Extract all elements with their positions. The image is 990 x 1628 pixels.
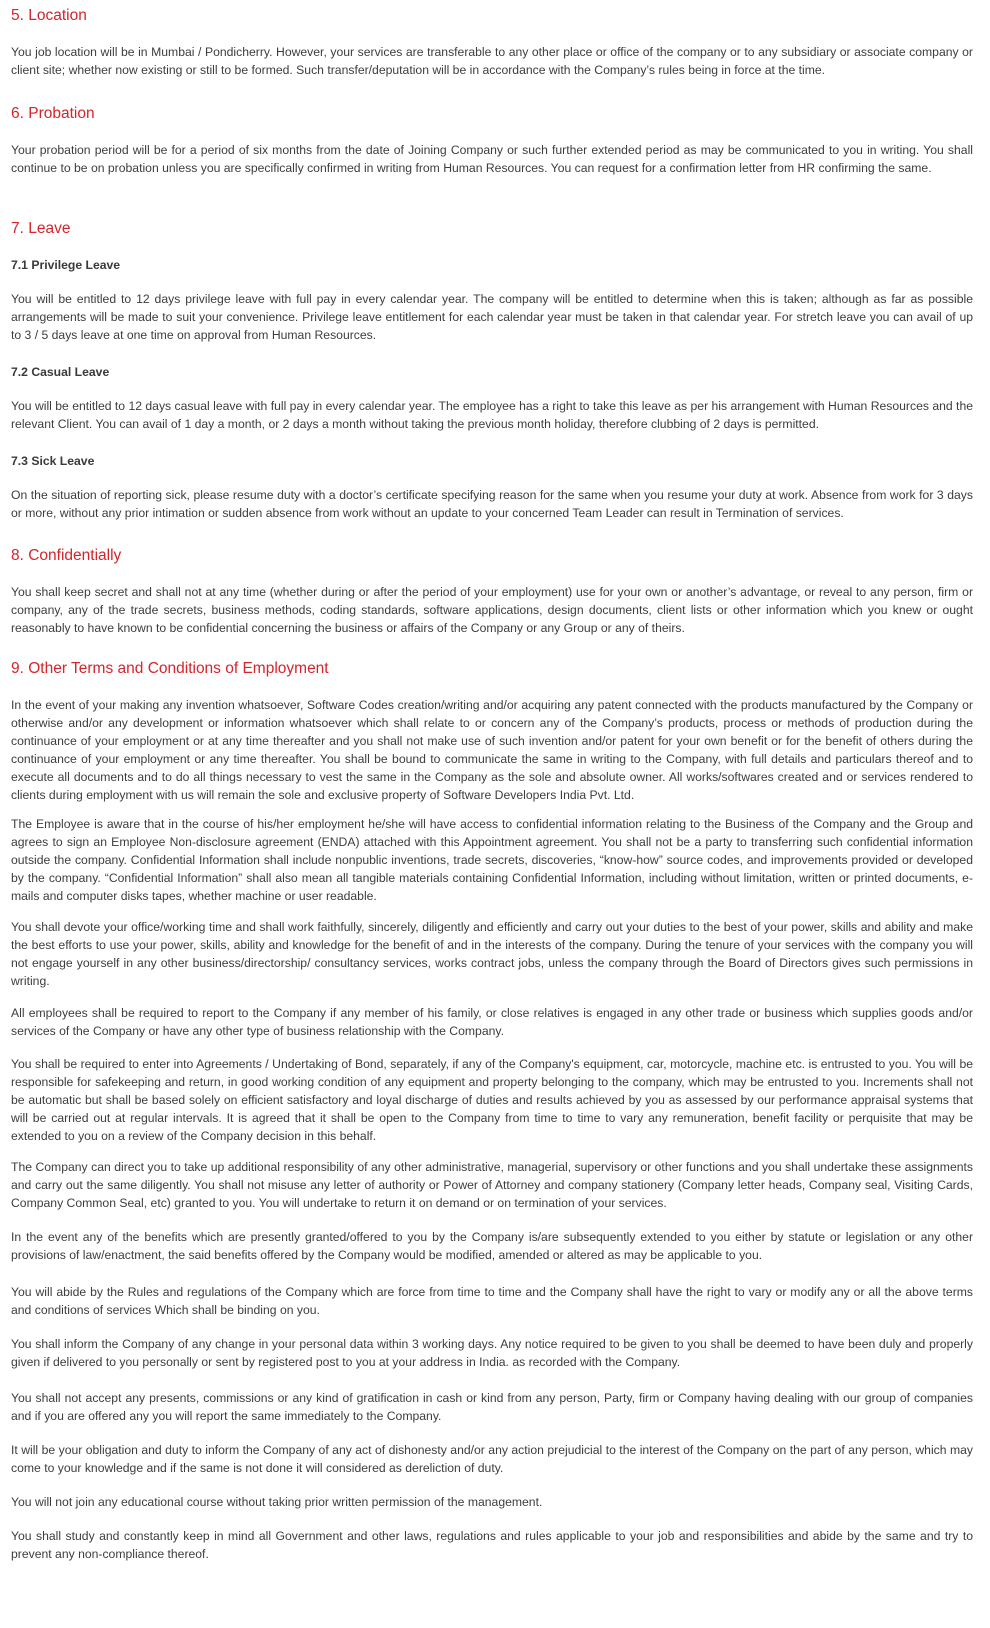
terms-paragraph: You shall not accept any presents, commissions or any kind of gratification in cash or kind from any person, Party, firm or Company having dealing with our group of companies and if you are offered any you will report the same immediately to the Company.	[11, 1391, 973, 1423]
location-paragraph: You job location will be in Mumbai / Pondicherry. However, your services are transferable to any other place or office of the company or to any subsidiary or associate company or client site; whether now existing or still to be formed. Such transfer/deputation will be in accordance with the Company’s rules being in force at the time.	[11, 45, 973, 77]
privilege-leave-title: 7.1 Privilege Leave	[11, 258, 121, 272]
casual-leave-title: 7.2 Casual Leave	[11, 365, 110, 379]
terms-paragraph: You shall study and constantly keep in mind all Government and other laws, regulations and rules applicable to your job and responsibilities and abide by the same and try to prevent any non-compliance thereof.	[11, 1529, 973, 1561]
terms-paragraph: In the event of your making any invention whatsoever, Software Codes creation/writing and/or acquiring any patent connected with the products manufactured by the Company or otherwise and/or any development or information whatsoever which shall relate to or concern any of the Company’s products, process or methods of production during the continuance of your employment or at any time thereafter and you shall not make use of such invention and/or patent for your own benefit or for the benefit of others during the continuance of your employment or any time thereafter. You shall be bound to communicate the same in writing to the Company, with full details and particulars thereof and to execute all documents and to do all things necessary to vest the same in the Company as the sole and absolute owner. All works/softwares created and or services rendered to clients during employment with us will remain the sole and exclusive property of Software Developers India Pvt. Ltd.	[11, 698, 973, 802]
terms-paragraph: The Company can direct you to take up additional responsibility of any other administrative, managerial, supervisory or other functions and you shall undertake these assignments and carry out the same diligently. You shall not misuse any letter of authority or Power of Attorney and company stationery (Company letter heads, Company seal, Visiting Cards, Company Common Seal, etc) granted to you. You will undertake to return it on demand or on termination of your services.	[11, 1160, 973, 1210]
sick-leave-title: 7.3 Sick Leave	[11, 454, 95, 468]
terms-paragraph: All employees shall be required to report to the Company if any member of his family, or close relatives is engaged in any other trade or business which supplies goods and/or services of the Company or have any other type of business relationship with the Company.	[11, 1006, 973, 1038]
section-heading-other-terms: 9. Other Terms and Conditions of Employment	[11, 660, 329, 677]
probation-paragraph: Your probation period will be for a period of six months from the date of Joining Company or such further extended period as may be communicated to you in writing. You shall continue to be on probation unless you are specifically confirmed in writing from Human Resources. You can request for a confirmation letter from HR confirming the same.	[11, 143, 973, 175]
terms-paragraph: It will be your obligation and duty to inform the Company of any act of dishonesty and/or any action prejudicial to the interest of the Company on the part of any person, which may come to your knowledge and if the same is not done it will considered as dereliction of duty.	[11, 1443, 973, 1475]
section-heading-location: 5. Location	[11, 7, 87, 24]
terms-paragraph: The Employee is aware that in the course of his/her employment he/she will have access to confidential information relating to the Business of the Company and the Group and agrees to sign an Employee Non-disclosure agreement (ENDA) attached with this Appointment agreement. You shall not be a party to transferring such confidential information outside the company. Confidential Information shall include nonpublic inventions, trade secrets, discoveries, “know-how” source codes, and improvements provided or developed by the company. “Confidential Information” shall also mean all tangible materials containing Confidential Information, including without limitation, written or printed documents, e-mails and computer disks tapes, whether machine or user readable.	[11, 817, 973, 903]
casual-leave-paragraph: You will be entitled to 12 days casual leave with full pay in every calendar year. The employee has a right to take this leave as per his arrangement with Human Resources and the relevant Client. You can avail of 1 day a month, or 2 days a month without taking the previous month holiday, therefore clubbing of 2 days is permitted.	[11, 399, 974, 431]
terms-paragraph: In the event any of the benefits which are presently granted/offered to you by the Company is/are subsequently extended to you either by statute or legislation or any other provisions of law/enactment, the said benefits offered by the Company would be modified, amended or altered as may be applicable to you.	[11, 1230, 973, 1262]
confidentially-paragraph: You shall keep secret and shall not at any time (whether during or after the period of your employment) use for your own or another’s advantage, or reveal to any person, firm or company, any of the trade secrets, business methods, coding standards, software applications, design documents, client lists or other information which you knew or ought reasonably to have known to be confidential concerning the business or affairs of the Company or any Group or any of theirs.	[11, 585, 973, 635]
sick-leave-paragraph: On the situation of reporting sick, please resume duty with a doctor’s certificate specifying reason for the same when you resume your duty at work. Absence from work for 3 days or more, without any prior intimation or sudden absence from work without an update to your concerned Team Leader can result in Termination of services.	[11, 488, 973, 520]
section-heading-probation: 6. Probation	[11, 105, 95, 122]
section-heading-leave: 7. Leave	[11, 220, 71, 237]
terms-paragraph: You shall be required to enter into Agreements / Undertaking of Bond, separately, if any of the Company's equipment, car, motorcycle, machine etc. is entrusted to you. You will be responsible for safekeeping and return, in good working condition of any equipment and property belonging to the company, which may be entrusted to you. Increments shall not be automatic but shall be based solely on efficient satisfactory and loyal discharge of duties and results achieved by you as assessed by our performance appraisal systems that will be carried out at regular intervals. It is agreed that it shall be open to the Company from time to time to vary any remuneration, benefit facility or perquisite that may be extended to you on a review of the Company decision in this behalf.	[11, 1057, 973, 1143]
terms-paragraph: You shall devote your office/working time and shall work faithfully, sincerely, diligently and efficiently and carry out your duties to the best of your power, skills and ability and make the best efforts to use your power, skills, ability and knowledge for the benefit of and in the interests of the company. During the tenure of your services with the company you will not engage yourself in any other business/directorship/ consultancy services, works contract jobs, unless the company through the Board of Directors gives such permissions in writing.	[11, 920, 973, 988]
terms-paragraph: You shall inform the Company of any change in your personal data within 3 working days. Any notice required to be given to you shall be deemed to have been duly and properly given if delivered to you personally or sent by registered post to you at your address in India. as recorded with the Company.	[11, 1337, 973, 1369]
terms-paragraph: You will abide by the Rules and regulations of the Company which are force from time to time and the Company shall have the right to vary or modify any or all the above terms and conditions of services Which shall be binding on you.	[11, 1285, 973, 1317]
terms-paragraph: You will not join any educational course without taking prior written permission of the management.	[11, 1495, 543, 1509]
section-heading-confidentially: 8. Confidentially	[11, 547, 122, 564]
privilege-leave-paragraph: You will be entitled to 12 days privilege leave with full pay in every calendar year. The company will be entitled to determine when this is taken; although as far as possible arrangements will be made to suit your convenience. Privilege leave entitlement for each calendar year must be taken in that calendar year. For stretch leave you can avail of up to 3 / 5 days leave at one time on approval from Human Resources.	[11, 292, 973, 342]
